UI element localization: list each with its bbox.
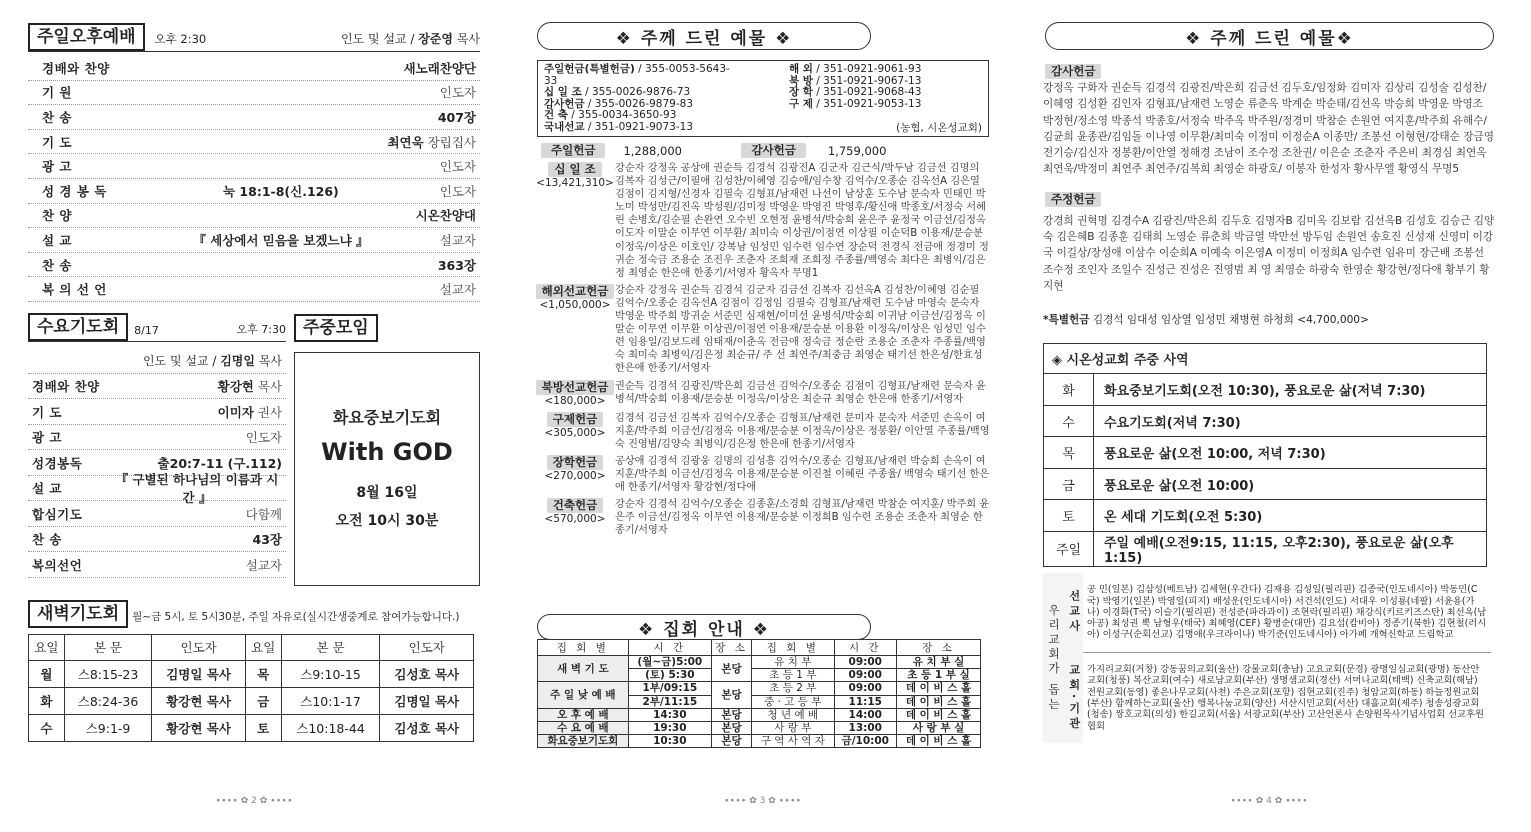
weekly-ministry-table: [1043, 343, 1487, 567]
meetings-table: [537, 639, 981, 748]
afternoon-service-time: 오후 2:30: [154, 32, 207, 46]
meeting-cell: 1부/09:15: [628, 682, 711, 695]
dawn-column-header: 인도자: [152, 634, 245, 660]
order-item-person: 인도자: [439, 183, 476, 199]
offering-names: 김경석 김금선 김복자 김억수/오종순 김형표/남재련 문미자 문숙자 서준민 손옥이 여지훈/박주희 이금선/김정옥 이용재/문승분 이정옥/이상은 정봉환/ 이안열 주종률/백영숙 진영범/김양숙 최병익/김은정 한은애 한종기/서영자: [615, 412, 990, 450]
page-3: [535, 22, 990, 806]
order-row: [28, 374, 286, 400]
meeting-cell: 데 이 비 스 홀: [897, 708, 981, 721]
meeting-column-header: 시 간: [834, 640, 897, 656]
bank-account: 장 학 / 351-0921-9068-43: [789, 86, 922, 98]
order-item-person: 인도자: [245, 430, 282, 446]
table-row: [1044, 500, 1487, 532]
table-row: [29, 687, 474, 714]
order-item-person: 이미자 권사: [217, 404, 282, 420]
order-row: [28, 277, 480, 302]
table-row: [29, 660, 474, 687]
midweek-line2: With GOD: [321, 437, 453, 466]
meeting-cell: 14:00: [834, 708, 897, 721]
dawn-cell: 스8:15-23: [64, 660, 152, 687]
dawn-prayer-note: 월~금 5시, 토 5시30분, 주일 자유로(실시간생중계로 참여가능합니다.): [132, 610, 460, 623]
order-item-content: 『 세상에서 믿음을 보겠느냐 』: [193, 232, 369, 248]
meeting-cell: 본당: [711, 721, 751, 734]
offering-label: 해외선교헌금: [536, 284, 615, 299]
table-row: [1044, 405, 1487, 437]
dawn-cell: 스9:10-15: [281, 660, 380, 687]
missionaries-list: 공 민(일본) 김삼성(베트남) 김세현(우간다) 김재용 김성일(필리핀) 김종국(인도네시아) 박동민(C국) 박영기(일본) 박영일(피지) 배성운(인도네시아) 서건석(인도) 서대우 이성룡(네팔) 서윤용(가나) 이경화(T국) 이슬기(필리핀) 전성준(파라과이) 조현락(필리핀) 채강식(키르키즈스탄) 최선옥(남아공) 최성권 뿍 남형우(태국) 최혜영(CEF) 황병순(대만) 김요섭(캄비아) 정종기(북한) 김현철(러시아) 이성구(순회선교) 김명애(우크라이나) 박기준(인도네시아) 아가페 개혁신학교 드림학교: [1083, 573, 1491, 653]
meeting-cell: 데 이 비 스 홀: [897, 735, 981, 748]
order-item-person: 363장: [437, 257, 476, 273]
order-item-person: 인도자: [439, 85, 476, 101]
offering-names: 강순자 김경석 김억수/오종순 김종훈/소경희 김형표/남재련 박참순 여지훈/ 박주희 윤은주 이금선/김정옥 이무연 이용재/문승분 이정희B 임수련 조용순 조춘자 최영순 한종기/서영자: [615, 499, 990, 537]
sunday-offering-label: 주일헌금: [541, 143, 605, 158]
order-item-label: 설 교: [42, 232, 73, 248]
meeting-cell: 수 요 예 배: [538, 721, 629, 734]
offerings-title: ❖ 주께 드린 예물 ❖: [537, 22, 871, 50]
thanks-offering-names: 강정옥 구화자 권순득 김경석 김광진/박은희 김금선 김두호/임정화 김미자 김상리 김성술 김성찬/이혜영 김성환 김인자 김형표/남재련 노영순 류춘옥 박계순 박순태/김선옥 박승희 박영운 박영조 박정현/정소영 박종석 박종호/서정숙 박주옥 박주원/정경미 박참순 손원연 여지훈/박주희 유해수/김균희 윤종관/김임돌 이나영 이무환/최미숙 이정미 이정순A 이종만/ 조봉선 이형현/강태순 장금영 전기승/김신자 정봉환/이안열 정해경 조남이 조수정 조찬권/ 이은순 조춘자 주은비 최경심 최연옥 최연욱/박정미 최연주 최연주/김복희 최영순 하광호/ 이봉자 한성자 황사무엘 황영식 무명5: [1043, 82, 1494, 176]
order-item-person: 최연욱 장립집사: [387, 134, 476, 150]
meeting-cell: 주 일 낮 예 배: [538, 682, 629, 708]
meeting-cell: 초 등 2 부: [752, 682, 834, 695]
ministry-cell: 풍요로운 삶(오전 10:00, 저녁 7:30): [1094, 437, 1487, 469]
weekday-cell: 수: [1044, 405, 1094, 437]
dawn-column-header: 본 문: [281, 634, 380, 660]
wed-order-list: [28, 374, 286, 578]
order-item-person: 다함께: [245, 506, 282, 522]
meeting-column-header: 시 간: [628, 640, 711, 656]
meeting-cell: 유 치 부: [752, 656, 834, 669]
meeting-cell: (토) 5:30: [628, 669, 711, 682]
meetings-title: ❖ 집회 안내 ❖: [537, 614, 871, 640]
order-item-label: 찬 송: [32, 532, 63, 548]
offering-group: [535, 498, 990, 537]
meeting-cell: 데 이 비 스 홀: [897, 695, 981, 708]
order-item-label: 광 고: [32, 430, 63, 446]
order-item-person: 출20:7-11 (구.112): [157, 455, 282, 471]
weekly-ministry-title: ◈ 시온성교회 주중 사역: [1044, 344, 1487, 374]
dawn-cell: 김성호 목사: [380, 714, 474, 741]
offering-names: 강순자 강정옥 권순득 김경석 김군자 김금선 김복자 김선옥A 김성찬/이혜영 김순필 김억수/오종순 김옥선A 김점이 김정임 김필숙 김형표/남재련 도수남 마영숙 문숙자 박영운 박주희 방귀순 서준민 심재현/이미선 윤병석/박숭희 이귀남 이금선/김정옥 이말순 이무연 이무환 이상권/이점연 이용재/문승분 이용환 이정옥/이상은 임성민 임수련 임용일/김보드레 임태재/이춘옥 전금애 정숙금 정순란 조용순 조춘자 주종률/백영숙 최미숙 최병익/김은정 최순규/ 주 선 최연주/최중금 최영순 태기선 한은성/한효성 한은애 한종기/서영자: [615, 284, 986, 375]
table-row: [538, 721, 981, 734]
dawn-cell: 금: [245, 687, 281, 714]
afternoon-service-title: 주일오후예배: [28, 23, 145, 51]
order-row: [28, 179, 480, 204]
midweek-header: [294, 312, 480, 342]
meeting-cell: 데 이 비 스 홀: [897, 682, 981, 695]
weekly-offering-names: 강경희 권혁명 김경수A 김광진/박은희 김두호 김명자B 김미옥 김보람 김선옥B 김성호 김승근 김양숙 김은혜B 김종훈 김태희 노영순 류춘희 박금열 박만선 방두임 손원연 송호진 신성재 신영미 이강국 이길상/장성애 이삼수 이순희A 이예숙 이은영A 이정미 이정희A 임수련 임유미 장근배 조봉선 조수정 조인자 조일수 진성근 진성은 진영범 최 영 최영순 하광숙 한영순 황강현/정다애 황부기 황지현: [1043, 214, 1495, 292]
sunday-offering-amount: 1,288,000: [623, 143, 682, 158]
order-item-label: 찬 양: [42, 208, 73, 224]
meeting-cell: 10:30: [628, 735, 711, 748]
table-row: [1044, 531, 1487, 566]
order-item-content: 『 구별된 하나님의 이름과 시간 』: [115, 472, 279, 506]
order-row: [28, 204, 480, 229]
midweek-line3: 8월 16일: [356, 484, 418, 501]
order-item-label: 경배와 찬양: [42, 60, 110, 76]
order-item-label: 경배와 찬양: [32, 379, 100, 395]
offering-amount: <270,000>: [544, 470, 606, 483]
dawn-cell: 김성호 목사: [380, 660, 474, 687]
thanks-offering-label: 감사헌금: [741, 143, 805, 158]
meeting-cell: 본당: [711, 656, 751, 682]
table-row: [538, 656, 981, 669]
weekday-cell: 토: [1044, 500, 1094, 532]
order-row: [28, 552, 286, 578]
meeting-column-header: 장 소: [897, 640, 981, 656]
weekday-cell: 금: [1044, 468, 1094, 500]
dawn-cell: 황강현 목사: [152, 687, 245, 714]
meeting-cell: 구 역 사 역 자: [752, 735, 834, 748]
institutions-list: 가지리교회(거창) 강동꿈의교회(울산) 강물교회(충남) 고요교회(문경) 광명일심교회(광명) 동산안교회(청풍) 복산교회(여수) 새로남교회(부산) 생명샘교회(경산) 서머나교회(태백) 신축교회(해남) 전원교회(동영) 좋은나무교회(사천) 주은교회(포항) 집현교회(진주) 청암교회(하동) 하늘정원교회(부산) 함께하는교회(울산) 행복나눔교회(양산) 서산시민교회(서산) 대흘교회(제주) 청송성광교회(청송) 쌍호교회(의성) 한길교회(서울) 서광교회(부산) 고산언론사 손양원목사기념사업회 선교후원협회: [1087, 664, 1484, 732]
meeting-column-header: 장 소: [711, 640, 751, 656]
weekly-offering-tag: 주정헌금: [1045, 192, 1101, 207]
page-2: [28, 22, 480, 806]
bank-account: 감사헌금 / 355-0026-9879-83: [544, 97, 694, 110]
order-item-label: 기 도: [42, 134, 73, 150]
order-item-person: 황강현 목사: [217, 379, 282, 395]
order-item-label: 합심기도: [32, 506, 83, 522]
offering-names: 공상애 김경석 김광웅 김명의 김성흥 김억수/오종순 김형표/남재련 박승희 손옥이 여지훈/박주희 이금선/김정옥 이용재/문승분 이진철 이혜린 주종율/ 백영숙 태기선 한은애 한종기/서영자 황강현/정다애: [615, 455, 990, 494]
meeting-cell: 초 등 1 부: [752, 669, 834, 682]
offering-totals: [535, 143, 990, 158]
afternoon-order-list: [28, 56, 480, 302]
dawn-cell: 화: [29, 687, 65, 714]
dawn-cell: 수: [29, 714, 65, 741]
order-item-person: 설교자: [439, 282, 476, 298]
bank-account: 건 축 / 355-0034-3650-93: [544, 109, 677, 121]
bank-account: 해 외 / 351-0921-9061-93: [789, 63, 922, 75]
wed-prayer-title: 수요기도회: [28, 313, 128, 341]
order-item-label: 복의선언: [32, 557, 83, 573]
wed-leader: 인도 및 설교 / 김명일 목사: [28, 342, 286, 374]
bank-account: 국내선교 / 351-0921-9073-13: [544, 120, 694, 133]
meeting-cell: 유 치 부 실: [897, 656, 981, 669]
order-row: [28, 472, 286, 506]
order-item-person: 새노래찬양단: [403, 60, 476, 76]
order-item-label: 성 경 봉 독: [42, 183, 107, 199]
dawn-prayer-header: [28, 598, 480, 628]
offering-label: 장학헌금: [547, 455, 603, 470]
order-item-label: 광 고: [42, 159, 73, 175]
thanks-offering-amount: 1,759,000: [827, 143, 887, 158]
meeting-column-header: 집 회 별: [752, 640, 834, 656]
meeting-cell: 새 벽 기 도: [538, 656, 629, 682]
meeting-cell: 사 랑 부 실: [897, 721, 981, 734]
order-row: [28, 56, 480, 81]
offering-group: [535, 380, 990, 408]
order-item-person: 설교자: [245, 557, 282, 573]
wed-prayer-header: [28, 312, 286, 342]
meeting-cell: 청 년 예 배: [752, 708, 834, 721]
wed-prayer-date: 8/17: [134, 323, 159, 337]
order-item-person: 인도자: [439, 159, 476, 175]
order-row: [28, 81, 480, 106]
offering-label: 건축헌금: [547, 498, 603, 513]
meeting-cell: 화요중보기도회: [538, 735, 629, 748]
page-number: ∙∙∙∙ ✿ 4 ✿ ∙∙∙∙: [1230, 796, 1308, 806]
mission-side-label: 우리교회가 돕는: [1043, 573, 1065, 743]
afternoon-service-header: [28, 22, 480, 52]
meeting-cell: 본당: [711, 682, 751, 708]
order-row: [28, 527, 286, 553]
offering-amount: <1,050,000>: [539, 298, 611, 311]
meeting-cell: 본당: [711, 708, 751, 721]
weekday-cell: 화: [1044, 374, 1094, 406]
midweek-title: 주중모임: [294, 314, 378, 342]
order-row: [28, 154, 480, 179]
dawn-cell: 스10:18-44: [281, 714, 380, 741]
order-item-person: 시온찬양대: [415, 208, 476, 224]
mission-support-table: [1043, 573, 1491, 743]
afternoon-leader: 인도 및 설교 / 장준영 목사: [340, 32, 480, 46]
dawn-column-header: 인도자: [380, 634, 474, 660]
table-row: [538, 708, 981, 721]
wed-prayer-time: 오후 7:30: [236, 322, 286, 336]
offering-group: [535, 455, 990, 494]
bank-note: (농협, 시온성교회): [896, 121, 982, 134]
meeting-cell: 14:30: [628, 708, 711, 721]
meeting-cell: 오 후 예 배: [538, 708, 629, 721]
dawn-prayer-table: [28, 634, 474, 742]
meeting-cell: 중 · 고 등 부: [752, 695, 834, 708]
order-item-person: 43장: [252, 532, 282, 548]
dawn-column-header: 요일: [245, 634, 281, 660]
offering-amount: <570,000>: [544, 513, 606, 526]
weekday-cell: 주일: [1044, 531, 1094, 566]
dawn-column-header: 본 문: [64, 634, 152, 660]
dawn-cell: 스9:1-9: [64, 714, 152, 741]
order-item-person: 407장: [437, 109, 476, 125]
offering-group: [535, 284, 990, 376]
order-row: [28, 130, 480, 155]
meeting-column-header: 집 회 별: [538, 640, 629, 656]
dawn-cell: 김명일 목사: [152, 660, 245, 687]
thanks-offering-tag: 감사헌금: [1045, 64, 1101, 79]
bank-account: 구 제 / 351-0921-9053-13: [789, 97, 922, 110]
order-item-content: 눅 18:1-8(신.126): [223, 183, 339, 199]
dawn-prayer-title: 새벽기도회: [28, 600, 128, 628]
meeting-cell: (월~금)5:00: [628, 656, 711, 669]
table-row: [1044, 468, 1487, 500]
meeting-cell: 09:00: [834, 682, 897, 695]
meeting-cell: 13:00: [834, 721, 897, 734]
dawn-cell: 스8:24-36: [64, 687, 152, 714]
order-item-label: 찬 송: [42, 257, 73, 273]
table-row: [538, 735, 981, 748]
order-item-label: 찬 송: [42, 109, 73, 125]
special-offering: *특별헌금 김경석 임대성 임상열 임성민 채병현 하청희 <4,700,000>: [1043, 314, 1369, 327]
bank-account: 북 방 / 351-0921-9067-13: [789, 74, 922, 87]
meeting-cell: 초 등 1 부 실: [897, 669, 981, 682]
meeting-cell: 09:00: [834, 656, 897, 669]
offering-label: 구제헌금: [547, 412, 603, 427]
table-row: [538, 682, 981, 695]
page-4: [1043, 22, 1495, 806]
midweek-line4: 오전 10시 30분: [335, 512, 439, 529]
offering-group: [535, 412, 990, 451]
order-item-label: 설 교: [32, 481, 63, 497]
order-row: [28, 399, 286, 425]
dawn-cell: 월: [29, 660, 65, 687]
offering-label: 북방선교헌금: [536, 380, 615, 395]
institutions-label: 교회·기관: [1065, 653, 1083, 743]
dawn-cell: 김명일 목사: [380, 687, 474, 714]
order-row: [28, 425, 286, 451]
missionaries-label: 선교사: [1065, 573, 1083, 653]
midweek-line1: 화요중보기도회: [332, 407, 442, 427]
order-item-person: 설교자: [439, 232, 476, 248]
page-number: ∙∙∙∙ ✿ 2 ✿ ∙∙∙∙: [215, 796, 293, 806]
dawn-column-header: 요일: [29, 634, 65, 660]
dawn-cell: 토: [245, 714, 281, 741]
ministry-cell: 온 세대 기도회(오전 5:30): [1094, 500, 1487, 532]
offering-amount: <180,000>: [544, 394, 606, 407]
table-row: [1044, 437, 1487, 469]
meeting-cell: 금/10:00: [834, 735, 897, 748]
order-item-label: 성경봉독: [32, 455, 83, 471]
meeting-cell: 19:30: [628, 721, 711, 734]
meeting-cell: 09:00: [834, 669, 897, 682]
dawn-cell: 황강현 목사: [152, 714, 245, 741]
meeting-cell: 사 랑 부: [752, 721, 834, 734]
bank-account: 주일헌금(특별헌금) / 355-0053-5643-33: [544, 63, 730, 87]
offering-amount: <13,421,310>: [536, 177, 614, 190]
order-item-label: 복 의 선 언: [42, 282, 107, 298]
offering-amount: <305,000>: [544, 426, 606, 439]
bank-account: 십 일 조 / 355-0026-9876-73: [544, 86, 691, 98]
dawn-cell: 목: [245, 660, 281, 687]
bank-accounts: [537, 60, 989, 137]
order-row: [28, 253, 480, 278]
ministry-cell: 수요기도회(저녁 7:30): [1094, 405, 1487, 437]
order-row: [28, 105, 480, 130]
offering-list: [535, 162, 990, 538]
weekday-cell: 목: [1044, 437, 1094, 469]
order-row: [28, 228, 480, 253]
meeting-cell: 11:15: [834, 695, 897, 708]
ministry-cell: 풍요로운 삶(오전 10:00): [1094, 468, 1487, 500]
meeting-cell: 본당: [711, 735, 751, 748]
offerings-title-cont: ❖ 주께 드린 예물❖: [1045, 22, 1494, 50]
dawn-cell: 스10:1-17: [281, 687, 380, 714]
offering-names: 강순자 강정옥 공상애 권순득 김경석 김광진A 김군자 김근식/박두남 김금선 김명의 김복자 김성근/이필애 김성찬/이혜영 김승애/임수창 김억수/오종순 김옥선A 김은열 김점이 김지형/신경자 김필숙 김형표/남재련 나선이 남상훈 도수남 문숙자 민태민 박노미 박성만/김진옥 박성원/김미정 박영운 박영진 박영후/황신애 박종호/서정숙 서혜린 손병호/김순필 손완연 오수빈 오현정 윤병석/박숭희 윤은주 윤정국 이금선/김정옥 이도자 이말순 이무연 이무환/ 최미숙 이상권/이점연 이상필 이순덕B 이용재/문승분 이정옥/이상은 이호인/ 강복남 임성민 임수련 임수연 장순덕 전경식 전금애 정경미 정귀순 정숙금 조용순 조진우 조춘자 조희재 조희정 주종률/백영숙 최다은 최병익/김은정 최영순 한은애 한종기/서영자 황옥자 무명1: [615, 163, 989, 279]
offering-names: 권순득 김경석 김광진/박은희 김금선 김억수/오종순 김점이 김형표/남재련 문숙자 윤병석/박숭희 이용재/문승분 이정옥/이상은 최순규 최영순 한은애 한종기/서영자: [615, 380, 986, 405]
ministry-cell: 주일 예배(오전9:15, 11:15, 오후2:30), 풍요로운 삶(오후1:15): [1094, 531, 1487, 566]
offering-label: 십 일 조: [548, 162, 601, 177]
offering-group: [535, 162, 990, 280]
meeting-cell: 2부/11:15: [628, 695, 711, 708]
page-number: ∙∙∙∙ ✿ 3 ✿ ∙∙∙∙: [723, 796, 802, 806]
table-row: [29, 714, 474, 741]
order-item-label: 기 도: [32, 404, 63, 420]
order-item-label: 기 원: [42, 85, 73, 101]
ministry-cell: 화요중보기도회(오전 10:30), 풍요로운 삶(저녁 7:30): [1094, 374, 1487, 406]
midweek-box: [294, 352, 480, 586]
table-row: [1044, 374, 1487, 406]
